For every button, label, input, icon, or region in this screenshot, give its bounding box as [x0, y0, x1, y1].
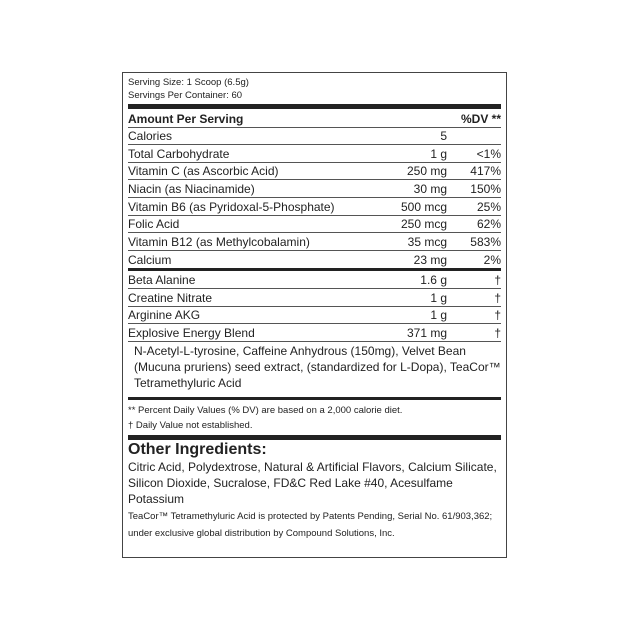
thick-divider: [128, 104, 501, 109]
nutrient-row: [128, 180, 501, 198]
nutrient-row: [128, 307, 501, 325]
nutrient-amount: 500 mcg: [400, 199, 447, 214]
nutrient-name: Total Carbohydrate: [128, 146, 230, 161]
nutrient-row: [128, 163, 501, 181]
nutrient-amount: 250 mcg: [400, 217, 447, 232]
nutrient-dv: 417%: [470, 164, 501, 179]
other-ingredients-title: Other Ingredients:: [128, 440, 267, 458]
nutrient-dv: 25%: [476, 199, 501, 214]
nutrient-amount: 371 mg: [406, 325, 447, 340]
servings-per-container: Servings Per Container: 60: [128, 90, 243, 101]
vitamin-rows: [128, 128, 501, 269]
nutrient-dv: 2%: [483, 253, 501, 268]
nutrient-name: Beta Alanine: [128, 272, 196, 287]
nutrient-amount: 1.6 g: [420, 272, 447, 287]
nutrient-row: [128, 271, 501, 289]
supplement-facts-panel: [122, 72, 507, 558]
nutrient-amount: 5: [440, 129, 447, 144]
nutrient-name: Vitamin C (as Ascorbic Acid): [128, 164, 279, 179]
nutrient-dv: 583%: [470, 234, 501, 249]
nutrient-name: Vitamin B6 (as Pyridoxal-5-Phosphate): [128, 199, 335, 214]
nutrient-amount: 1 g: [430, 146, 447, 161]
nutrient-row: [128, 128, 501, 146]
nutrient-row: [128, 289, 501, 307]
nutrient-row: [128, 233, 501, 251]
nutrient-amount: 1 g: [430, 290, 447, 305]
dv-footnote: ** Percent Daily Values (% DV) are based on a 2,000 calorie diet.: [128, 404, 403, 416]
nutrient-name: Niacin (as Niacinamide): [128, 181, 255, 196]
nutrient-row: [128, 251, 501, 269]
nutrient-amount: 250 mg: [406, 164, 447, 179]
nutrient-name: Vitamin B12 (as Methylcobalamin): [128, 234, 310, 249]
thick-divider: [128, 435, 501, 440]
amount-per-serving-label: Amount Per Serving: [128, 111, 244, 126]
dagger-footnote: † Daily Value not established.: [128, 419, 253, 431]
dv-header-label: %DV **: [460, 111, 501, 126]
nutrient-row: [128, 198, 501, 216]
nutrient-amount: 35 mcg: [407, 234, 447, 249]
nutrient-name: Arginine AKG: [128, 308, 201, 323]
nutrient-dv: †: [494, 272, 501, 287]
nutrient-name: Creatine Nitrate: [128, 290, 213, 305]
nutrient-dv: 62%: [476, 217, 501, 232]
nutrient-dv: †: [494, 308, 501, 323]
other-nutrient-rows: [128, 271, 501, 341]
nutrient-name: Explosive Energy Blend: [128, 325, 255, 340]
nutrient-row: [128, 324, 501, 342]
blend-description: N-Acetyl-L-tyrosine, Caffeine Anhydrous (150mg), Velvet Bean (Mucuna pruriens) seed extract, (standardized for L-Dopa), TeaCor™ Tetramethyluric Acid: [134, 343, 501, 390]
serving-size: Serving Size: 1 Scoop (6.5g): [128, 77, 249, 88]
nutrient-row: [128, 145, 501, 163]
nutrient-name: Calcium: [128, 253, 172, 268]
nutrient-amount: 1 g: [430, 308, 447, 323]
legal-notice: TeaCor™ Tetramethyluric Acid is protected by Patents Pending, Serial No. 61/903,362; under exclusive global distribution by Compound Solutions, Inc.: [128, 510, 493, 539]
amount-header-row: [128, 110, 501, 128]
nutrient-amount: 23 mg: [413, 253, 447, 268]
nutrient-dv: <1%: [476, 146, 501, 161]
nutrient-amount: 30 mg: [413, 181, 447, 196]
nutrient-dv: 150%: [470, 181, 501, 196]
nutrient-name: Folic Acid: [128, 217, 180, 232]
footnotes: [128, 400, 501, 435]
nutrient-name: Calories: [128, 129, 173, 144]
nutrient-dv: †: [494, 290, 501, 305]
nutrient-row: [128, 216, 501, 234]
nutrient-dv: †: [494, 325, 501, 340]
other-ingredients-text: Citric Acid, Polydextrose, Natural & Artificial Flavors, Calcium Silicate, Silicon Dioxide, Sucralose, FD&C Red Lake #40, Acesulfame Potassium: [128, 459, 497, 506]
